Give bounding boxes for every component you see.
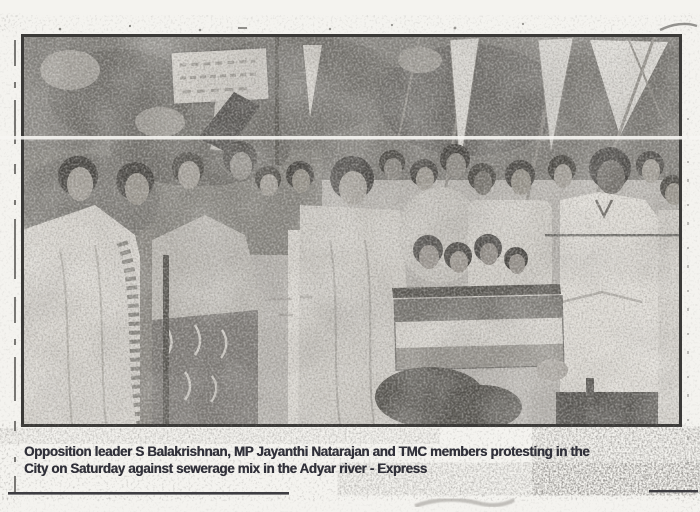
caption-line-2: City on Saturday against sewerage mix in the Adyar river - Express <box>24 460 427 476</box>
white-scan-streak <box>0 136 700 140</box>
photo-caption <box>24 444 684 477</box>
caption-underline-right <box>649 490 698 492</box>
protest-photograph <box>20 33 690 429</box>
caption-line-1: Opposition leader S Balakrishnan, MP Jayanthi Natarajan and TMC members protesting in the <box>24 444 590 459</box>
caption-underline-left <box>8 492 289 495</box>
corner-scan-mark <box>660 24 697 30</box>
